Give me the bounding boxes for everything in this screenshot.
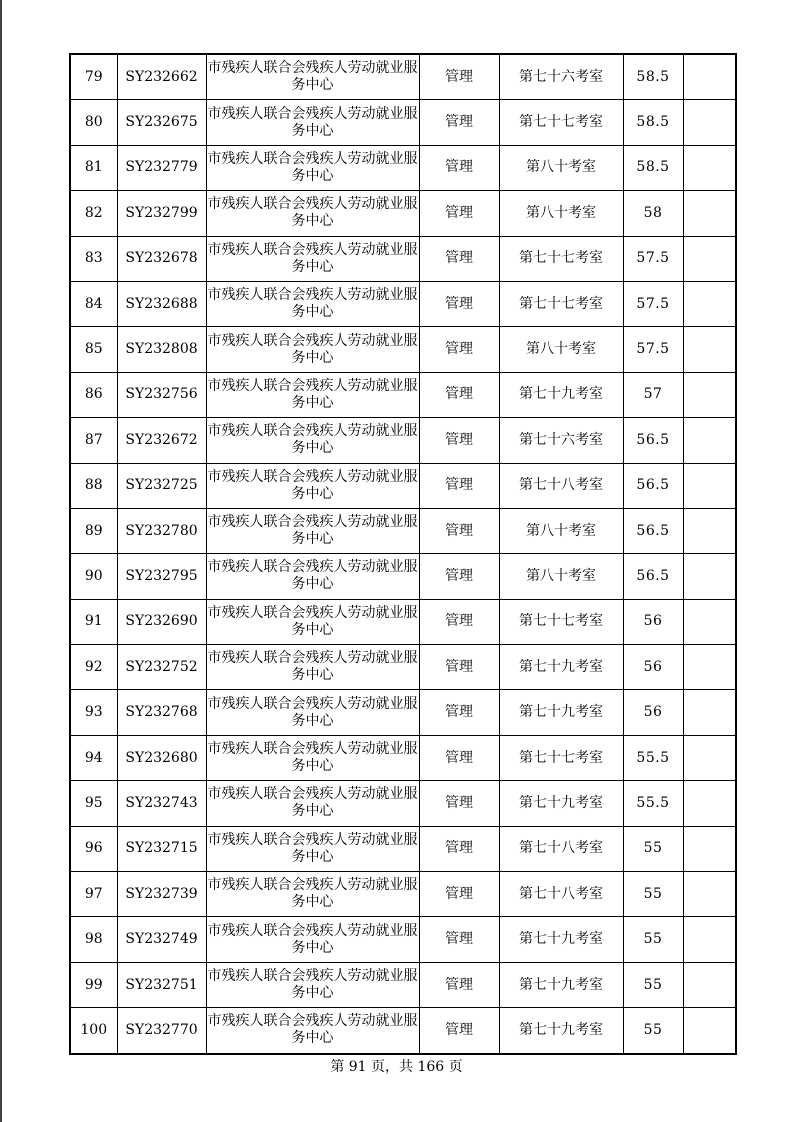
cell-post: 管理 — [419, 826, 499, 871]
results-table — [69, 53, 737, 1055]
cell-candidate-id: SY232672 — [117, 418, 206, 463]
cell-remark — [683, 508, 736, 553]
cell-post: 管理 — [419, 327, 499, 372]
cell-remark — [683, 554, 736, 599]
cell-post: 管理 — [419, 54, 499, 100]
cell-remark — [683, 100, 736, 145]
cell-post: 管理 — [419, 100, 499, 145]
cell-score: 57.5 — [623, 281, 683, 326]
table-row — [70, 781, 736, 826]
cell-remark — [683, 645, 736, 690]
cell-seq: 92 — [70, 645, 117, 690]
cell-score: 55 — [623, 872, 683, 917]
cell-exam-room: 第七十八考室 — [499, 872, 623, 917]
cell-exam-room: 第八十考室 — [499, 508, 623, 553]
cell-unit: 市残疾人联合会残疾人劳动就业服务中心 — [206, 645, 419, 690]
cell-post: 管理 — [419, 281, 499, 326]
cell-score: 56.5 — [623, 508, 683, 553]
cell-score: 56 — [623, 599, 683, 644]
cell-remark — [683, 281, 736, 326]
cell-post: 管理 — [419, 962, 499, 1007]
table-row — [70, 962, 736, 1007]
cell-candidate-id: SY232779 — [117, 145, 206, 190]
cell-score: 58 — [623, 191, 683, 236]
cell-candidate-id: SY232768 — [117, 690, 206, 735]
cell-exam-room: 第七十八考室 — [499, 826, 623, 871]
cell-seq: 79 — [70, 54, 117, 100]
cell-post: 管理 — [419, 145, 499, 190]
cell-exam-room: 第七十七考室 — [499, 281, 623, 326]
cell-post: 管理 — [419, 690, 499, 735]
cell-score: 55 — [623, 962, 683, 1007]
cell-remark — [683, 962, 736, 1007]
table-row — [70, 463, 736, 508]
cell-exam-room: 第七十九考室 — [499, 1008, 623, 1054]
cell-unit: 市残疾人联合会残疾人劳动就业服务中心 — [206, 690, 419, 735]
cell-candidate-id: SY232749 — [117, 917, 206, 962]
cell-remark — [683, 781, 736, 826]
table-row — [70, 418, 736, 463]
cell-candidate-id: SY232743 — [117, 781, 206, 826]
cell-unit: 市残疾人联合会残疾人劳动就业服务中心 — [206, 236, 419, 281]
cell-unit: 市残疾人联合会残疾人劳动就业服务中心 — [206, 145, 419, 190]
cell-score: 56.5 — [623, 463, 683, 508]
cell-post: 管理 — [419, 236, 499, 281]
cell-seq: 89 — [70, 508, 117, 553]
cell-exam-room: 第八十考室 — [499, 327, 623, 372]
cell-seq: 90 — [70, 554, 117, 599]
cell-seq: 88 — [70, 463, 117, 508]
cell-unit: 市残疾人联合会残疾人劳动就业服务中心 — [206, 100, 419, 145]
cell-unit: 市残疾人联合会残疾人劳动就业服务中心 — [206, 917, 419, 962]
cell-post: 管理 — [419, 645, 499, 690]
cell-remark — [683, 145, 736, 190]
table-row — [70, 508, 736, 553]
cell-candidate-id: SY232725 — [117, 463, 206, 508]
table-row — [70, 554, 736, 599]
cell-unit: 市残疾人联合会残疾人劳动就业服务中心 — [206, 54, 419, 100]
page-footer: 第 91 页，共 166 页 — [330, 1059, 463, 1075]
cell-seq: 83 — [70, 236, 117, 281]
table-row — [70, 599, 736, 644]
cell-seq: 85 — [70, 327, 117, 372]
table-row — [70, 191, 736, 236]
cell-exam-room: 第七十六考室 — [499, 418, 623, 463]
cell-remark — [683, 917, 736, 962]
cell-remark — [683, 463, 736, 508]
cell-exam-room: 第七十九考室 — [499, 690, 623, 735]
cell-exam-room: 第七十七考室 — [499, 236, 623, 281]
cell-score: 55.5 — [623, 781, 683, 826]
cell-score: 58.5 — [623, 100, 683, 145]
table-row — [70, 917, 736, 962]
cell-seq: 86 — [70, 372, 117, 417]
cell-candidate-id: SY232662 — [117, 54, 206, 100]
cell-score: 55 — [623, 917, 683, 962]
table-row — [70, 327, 736, 372]
cell-unit: 市残疾人联合会残疾人劳动就业服务中心 — [206, 962, 419, 1007]
cell-score: 55.5 — [623, 735, 683, 780]
cell-remark — [683, 327, 736, 372]
cell-remark — [683, 599, 736, 644]
cell-remark — [683, 191, 736, 236]
cell-unit: 市残疾人联合会残疾人劳动就业服务中心 — [206, 781, 419, 826]
table-row — [70, 281, 736, 326]
cell-remark — [683, 735, 736, 780]
table-body — [70, 54, 736, 1054]
cell-post: 管理 — [419, 872, 499, 917]
cell-candidate-id: SY232690 — [117, 599, 206, 644]
cell-unit: 市残疾人联合会残疾人劳动就业服务中心 — [206, 508, 419, 553]
cell-exam-room: 第八十考室 — [499, 145, 623, 190]
cell-exam-room: 第七十九考室 — [499, 781, 623, 826]
cell-candidate-id: SY232808 — [117, 327, 206, 372]
cell-candidate-id: SY232795 — [117, 554, 206, 599]
cell-seq: 100 — [70, 1008, 117, 1054]
cell-score: 57.5 — [623, 327, 683, 372]
cell-score: 57.5 — [623, 236, 683, 281]
cell-candidate-id: SY232680 — [117, 735, 206, 780]
cell-unit: 市残疾人联合会残疾人劳动就业服务中心 — [206, 826, 419, 871]
cell-seq: 81 — [70, 145, 117, 190]
cell-unit: 市残疾人联合会残疾人劳动就业服务中心 — [206, 872, 419, 917]
cell-unit: 市残疾人联合会残疾人劳动就业服务中心 — [206, 418, 419, 463]
cell-exam-room: 第七十九考室 — [499, 917, 623, 962]
cell-seq: 80 — [70, 100, 117, 145]
cell-unit: 市残疾人联合会残疾人劳动就业服务中心 — [206, 463, 419, 508]
cell-candidate-id: SY232752 — [117, 645, 206, 690]
table-row — [70, 690, 736, 735]
cell-exam-room: 第八十考室 — [499, 191, 623, 236]
table-row — [70, 826, 736, 871]
cell-score: 55 — [623, 826, 683, 871]
cell-candidate-id: SY232799 — [117, 191, 206, 236]
cell-remark — [683, 418, 736, 463]
cell-seq: 94 — [70, 735, 117, 780]
cell-seq: 99 — [70, 962, 117, 1007]
cell-seq: 82 — [70, 191, 117, 236]
cell-seq: 96 — [70, 826, 117, 871]
cell-post: 管理 — [419, 1008, 499, 1054]
table-row — [70, 1008, 736, 1054]
cell-unit: 市残疾人联合会残疾人劳动就业服务中心 — [206, 599, 419, 644]
cell-candidate-id: SY232751 — [117, 962, 206, 1007]
cell-score: 56.5 — [623, 418, 683, 463]
cell-exam-room: 第七十九考室 — [499, 962, 623, 1007]
page-left-edge-rule — [0, 0, 2, 1122]
cell-candidate-id: SY232675 — [117, 100, 206, 145]
cell-candidate-id: SY232780 — [117, 508, 206, 553]
cell-exam-room: 第七十六考室 — [499, 54, 623, 100]
cell-unit: 市残疾人联合会残疾人劳动就业服务中心 — [206, 1008, 419, 1054]
table-row — [70, 372, 736, 417]
cell-seq: 98 — [70, 917, 117, 962]
cell-post: 管理 — [419, 554, 499, 599]
cell-candidate-id: SY232715 — [117, 826, 206, 871]
cell-score: 56 — [623, 645, 683, 690]
cell-candidate-id: SY232678 — [117, 236, 206, 281]
cell-score: 58.5 — [623, 54, 683, 100]
cell-post: 管理 — [419, 191, 499, 236]
cell-score: 57 — [623, 372, 683, 417]
cell-post: 管理 — [419, 599, 499, 644]
cell-seq: 95 — [70, 781, 117, 826]
cell-exam-room: 第七十八考室 — [499, 463, 623, 508]
cell-score: 55 — [623, 1008, 683, 1054]
table-row — [70, 145, 736, 190]
cell-seq: 97 — [70, 872, 117, 917]
cell-score: 58.5 — [623, 145, 683, 190]
cell-unit: 市残疾人联合会残疾人劳动就业服务中心 — [206, 191, 419, 236]
cell-exam-room: 第七十七考室 — [499, 599, 623, 644]
cell-seq: 91 — [70, 599, 117, 644]
cell-exam-room: 第七十七考室 — [499, 735, 623, 780]
cell-post: 管理 — [419, 508, 499, 553]
cell-unit: 市残疾人联合会残疾人劳动就业服务中心 — [206, 281, 419, 326]
cell-remark — [683, 1008, 736, 1054]
cell-post: 管理 — [419, 917, 499, 962]
cell-exam-room: 第七十九考室 — [499, 372, 623, 417]
cell-post: 管理 — [419, 781, 499, 826]
table-row — [70, 236, 736, 281]
table-row — [70, 735, 736, 780]
cell-seq: 84 — [70, 281, 117, 326]
cell-score: 56.5 — [623, 554, 683, 599]
table-row — [70, 645, 736, 690]
table-row — [70, 54, 736, 100]
table-row — [70, 872, 736, 917]
cell-remark — [683, 372, 736, 417]
cell-remark — [683, 54, 736, 100]
cell-candidate-id: SY232756 — [117, 372, 206, 417]
table-row — [70, 100, 736, 145]
cell-seq: 87 — [70, 418, 117, 463]
cell-unit: 市残疾人联合会残疾人劳动就业服务中心 — [206, 372, 419, 417]
cell-remark — [683, 690, 736, 735]
cell-exam-room: 第八十考室 — [499, 554, 623, 599]
cell-candidate-id: SY232770 — [117, 1008, 206, 1054]
cell-unit: 市残疾人联合会残疾人劳动就业服务中心 — [206, 327, 419, 372]
cell-candidate-id: SY232688 — [117, 281, 206, 326]
cell-unit: 市残疾人联合会残疾人劳动就业服务中心 — [206, 735, 419, 780]
cell-post: 管理 — [419, 372, 499, 417]
cell-post: 管理 — [419, 463, 499, 508]
cell-unit: 市残疾人联合会残疾人劳动就业服务中心 — [206, 554, 419, 599]
cell-post: 管理 — [419, 418, 499, 463]
cell-remark — [683, 826, 736, 871]
cell-exam-room: 第七十七考室 — [499, 100, 623, 145]
cell-candidate-id: SY232739 — [117, 872, 206, 917]
cell-seq: 93 — [70, 690, 117, 735]
cell-remark — [683, 236, 736, 281]
cell-exam-room: 第七十九考室 — [499, 645, 623, 690]
cell-post: 管理 — [419, 735, 499, 780]
cell-score: 56 — [623, 690, 683, 735]
cell-remark — [683, 872, 736, 917]
